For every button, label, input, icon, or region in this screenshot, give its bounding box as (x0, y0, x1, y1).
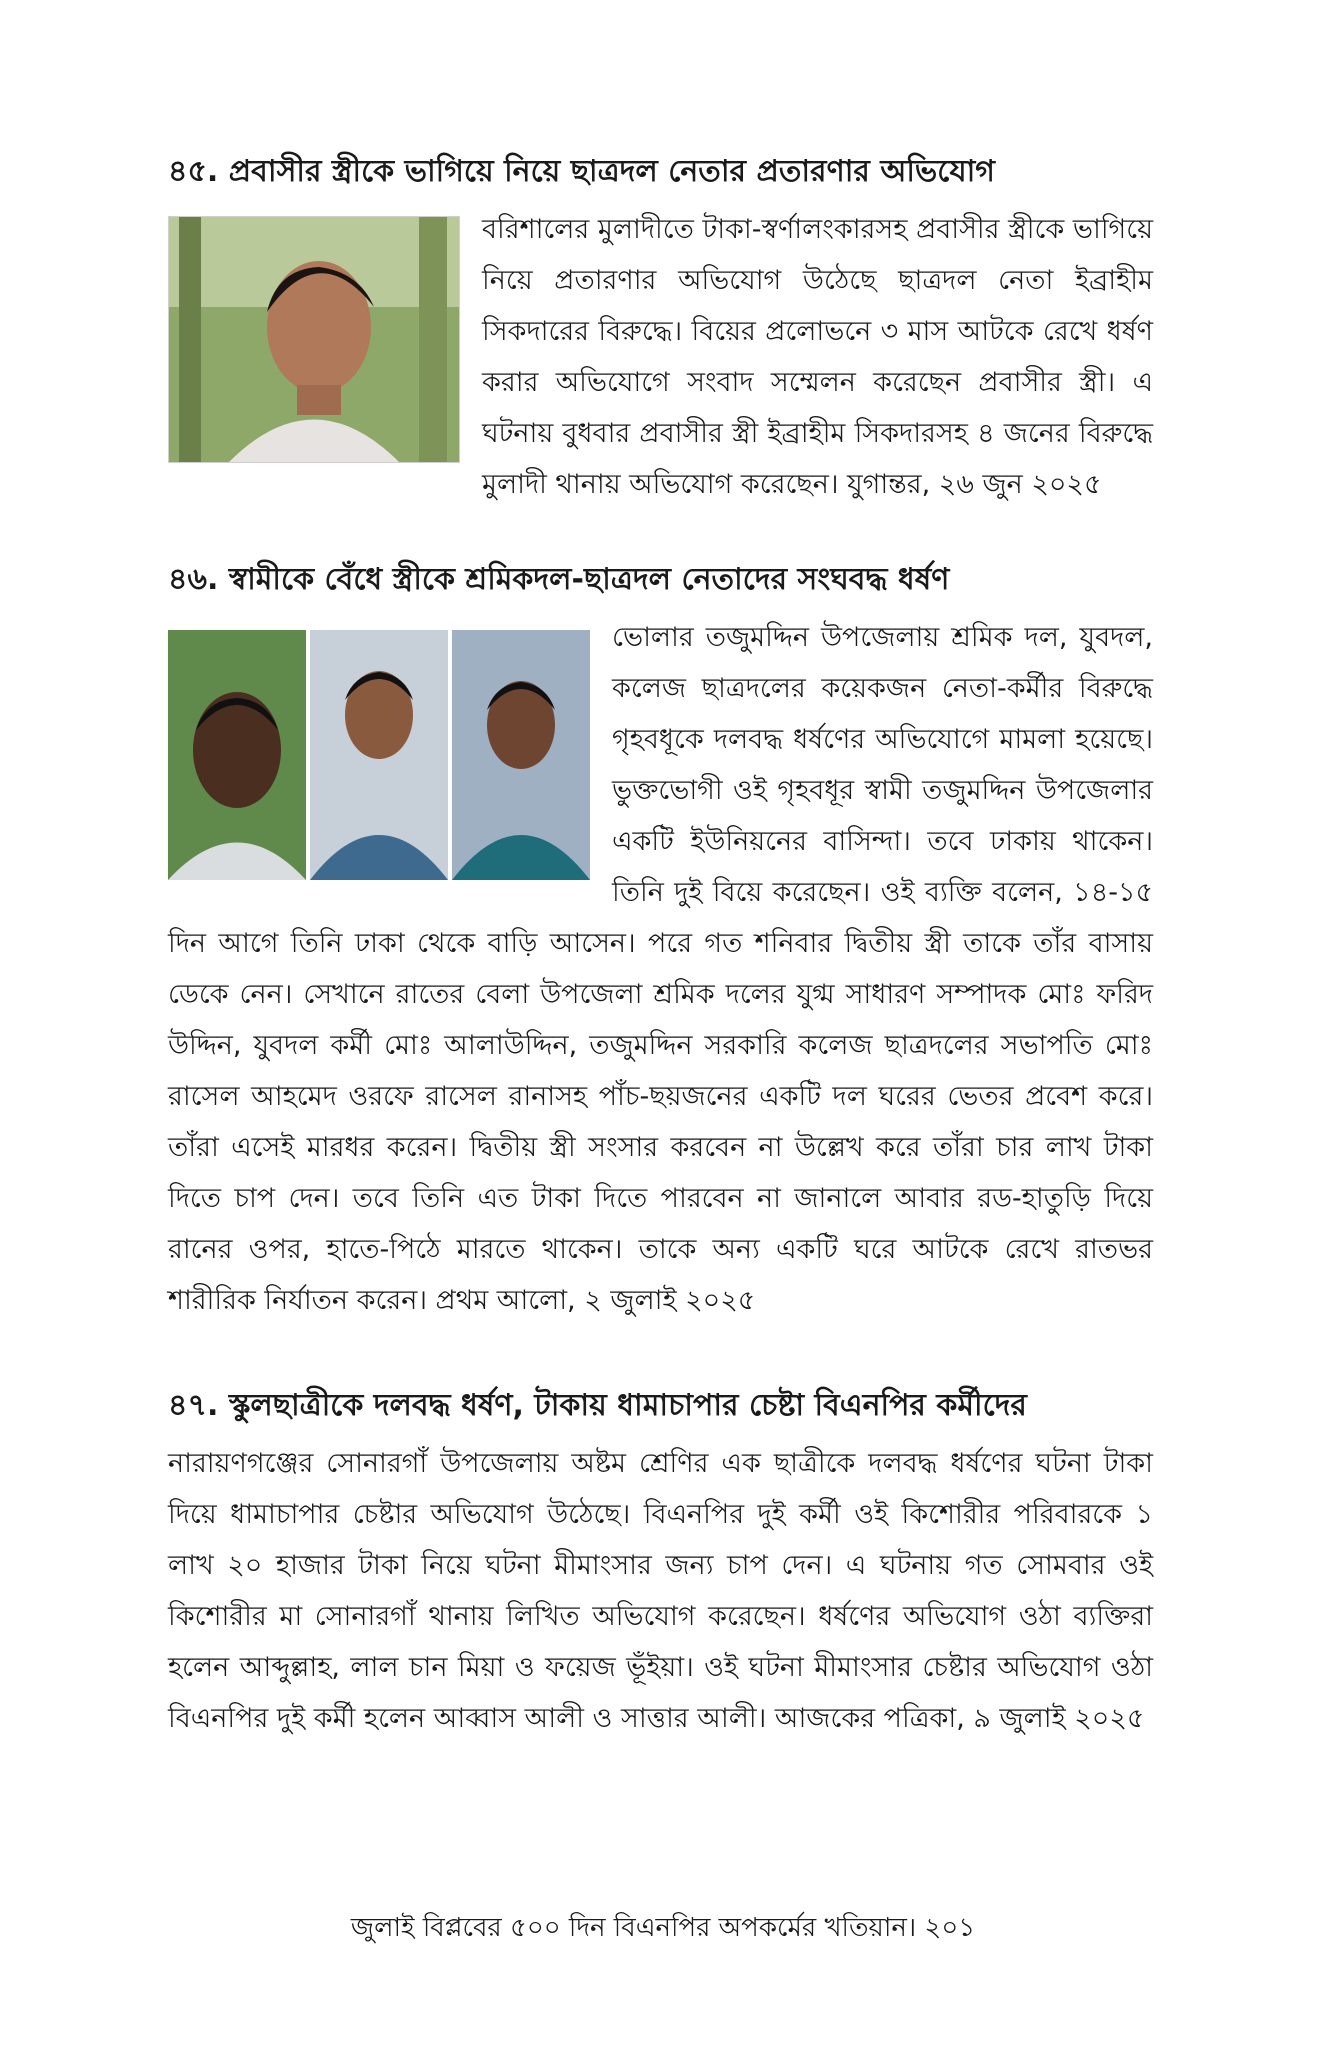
page-footer: জুলাই বিপ্লবের ৫০০ দিন বিএনপির অপকর্মের খতিয়ান। ২০১ (350, 1913, 976, 1943)
page-content (168, 150, 1153, 1744)
article-title: ৪৫. প্রবাসীর স্ত্রীকে ভাগিয়ে নিয়ে ছাত্রদল নেতার প্রতারণার অভিযোগ (168, 154, 995, 189)
article-title: ৪৭. স্কুলছাত্রীকে দলবদ্ধ ধর্ষণ, টাকায় ধামাচাপার চেষ্টা বিএনপির কর্মীদের (168, 1388, 1027, 1423)
portrait-3 (452, 630, 590, 880)
portrait-man (169, 217, 459, 462)
article-45 (168, 150, 1153, 510)
article-photo (168, 216, 460, 463)
article-title: ৪৬. স্বামীকে বেঁধে স্ত্রীকে শ্রমিকদল-ছাত্রদল নেতাদের সংঘবদ্ধ ধর্ষণ (168, 562, 950, 597)
portrait-1 (168, 630, 306, 880)
article-body: নারায়ণগঞ্জের সোনারগাঁ উপজেলায় অষ্টম শ্রেণির এক ছাত্রীকে দলবদ্ধ ধর্ষণের ঘটনা টাকা দিয়ে ধামাচাপার চেষ্টার অভিযোগ উঠেছে। বিএনপির দুই কর্মী ওই কিশোরীর পরিবারকে ১ লাখ ২০ হাজার টাকা নিয়ে ঘটনা মীমাংসার জন্য চাপ দেন। এ ঘটনায় গত সোমবার ওই কিশোরীর মা সোনারগাঁ থানায় লিখিত অভিযোগ করেছেন। ধর্ষণের অভিযোগ ওঠা ব্যক্তিরা হলেন আব্দুল্লাহ, লাল চান মিয়া ও ফয়েজ ভূঁইয়া। ওই ঘটনা মীমাংসার চেষ্টার অভিযোগ ওঠা বিএনপির দুই কর্মী হলেন আব্বাস আলী ও সাত্তার আলী। আজকের পত্রিকা, ৯ জুলাই ২০২৫ (168, 1448, 1153, 1734)
article-body: বরিশালের মুলাদীতে টাকা-স্বর্ণালংকারসহ প্রবাসীর স্ত্রীকে ভাগিয়ে নিয়ে প্রতারণার অভিযোগ উঠেছে ছাত্রদল নেতা ইব্রাহীম সিকদারের বিরুদ্ধে। বিয়ের প্রলোভনে ৩ মাস আটকে রেখে ধর্ষণ করার অভিযোগে সংবাদ সম্মেলন করেছেন প্রবাসীর স্ত্রী। এ ঘটনায় বুধবার প্রবাসীর স্ত্রী ইব্রাহীম সিকদারসহ ৪ জনের বিরুদ্ধে মুলাদী থানায় অভিযোগ করেছেন। যুগান্তর, ২৬ জুন ২০২৫ (482, 214, 1153, 500)
article-47 (168, 1384, 1153, 1744)
article-photo-group (168, 630, 590, 880)
article-46 (168, 558, 1153, 1326)
portrait-2 (310, 630, 448, 880)
article-body: ভোলার তজুমদ্দিন উপজেলায় শ্রমিক দল, যুবদল, কলেজ ছাত্রদলের কয়েকজন নেতা-কর্মীর বিরুদ্ধে গৃহবধূকে দলবদ্ধ ধর্ষণের অভিযোগে মামলা হয়েছে। ভুক্তভোগী ওই গৃহবধূর স্বামী তজুমদ্দিন উপজেলার একটি ইউনিয়নের বাসিন্দা। তবে ঢাকায় থাকেন। তিনি দুই বিয়ে করেছেন। ওই ব্যক্তি বলেন, ১৪-১৫ দিন আগে তিনি ঢাকা থেকে বাড়ি আসেন। পরে গত শনিবার দ্বিতীয় স্ত্রী তাকে তাঁর বাসায় ডেকে নেন। সেখানে রাতের বেলা উপজেলা শ্রমিক দলের যুগ্ম সাধারণ সম্পাদক মোঃ ফরিদ উদ্দিন, যুবদল কর্মী মোঃ আলাউদ্দিন, তজুমদ্দিন সরকারি কলেজ ছাত্রদলের সভাপতি মোঃ রাসেল আহমেদ ওরফে রাসেল রানাসহ পাঁচ-ছয়জনের একটি দল ঘরের ভেতর প্রবেশ করে। তাঁরা এসেই মারধর করেন। দ্বিতীয় স্ত্রী সংসার করবেন না উল্লেখ করে তাঁরা চার লাখ টাকা দিতে চাপ দেন। তবে তিনি এত টাকা দিতে পারবেন না জানালে আবার রড-হাতুড়ি দিয়ে রানের ওপর, হাতে-পিঠে মারতে থাকেন। তাকে অন্য একটি ঘরে আটকে রেখে রাতভর শারীরিক নির্যাতন করেন। প্রথম আলো, ২ জুলাই ২০২৫ (168, 622, 1153, 1316)
